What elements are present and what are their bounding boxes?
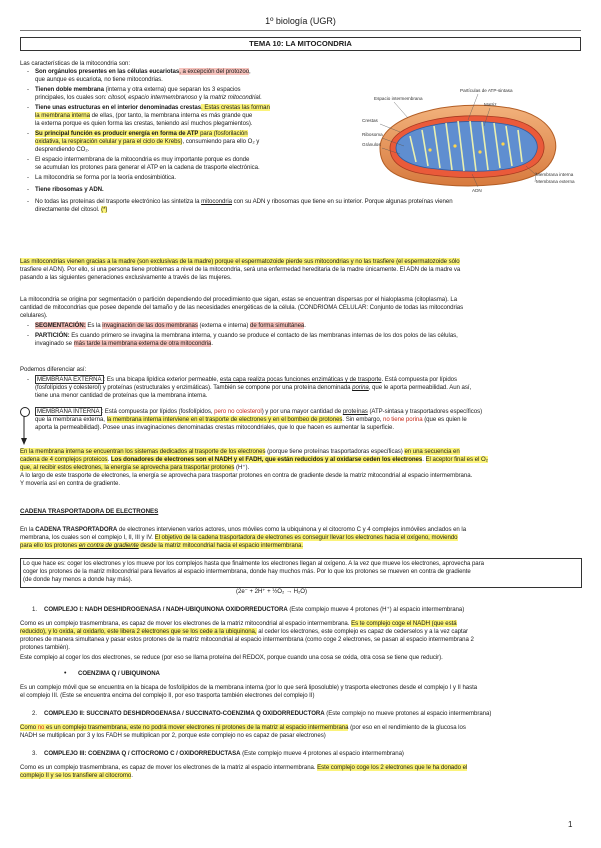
chain-intro-line: membrana, los cuales son el complejo I, II, III y IV. El objetivo de la cadena trasportadora de electrones es conseguir llevar los electrones hacia el oxígeno, moviendo bbox=[20, 534, 458, 541]
inherit-line: trasfiere el ADN). Por ello, si una persona tiene problemas a nivel de la mitocondria, será una enfermedad hereditaria de la madre únicamente. El ADN de la madre va bbox=[20, 266, 461, 273]
feature-line: Su principal función es producir energía en forma de ATP para (fosforilación bbox=[35, 130, 248, 137]
diagram-label: ADN bbox=[472, 188, 482, 193]
feature-line: Tiene unas estructuras en el interior denominadas crestas. Estas crestas las forman bbox=[35, 104, 270, 111]
coenzima-title: COENZIMA Q / UBIQUINONA bbox=[78, 670, 160, 677]
origin-line: cantidad de mitocondrias que posee depende del tamaño y de las necesidades energéticas de la célula. (CONDRIOMA CELULAR: Conjunto de todas las mitocondrias bbox=[20, 304, 464, 311]
feature-line: se acumulan los protones para generar el ATP en la cadena de trasporte electrónica. bbox=[35, 164, 260, 171]
mitochondria-diagram bbox=[360, 86, 575, 198]
note-line: Lo que hace es: coger los electrones y los mueve por los complejos hasta que finalmente los electrones llegan al oxígeno. A la vez que mueve los electrones, aprovecha para bbox=[23, 560, 484, 567]
course-header: 1º biología (UGR) bbox=[265, 16, 336, 26]
chain-para-line: que, al recibir estos electrones, la energía se aprovecha para trasportar protones (H⁺). bbox=[20, 464, 250, 471]
section-title: CADENA TRASPORTADORA DE ELECTRONES bbox=[20, 508, 159, 515]
membrane-ext-line: (fosfolípidos y colesterol) y proteínas (estructurales y enzimáticas). También se compone por una proteína denominada porina, que le aporta permeabilidad. Aun así, bbox=[35, 384, 472, 391]
feature-line: desprendiendo CO₂. bbox=[35, 146, 90, 153]
coenzima-line: Es un complejo móvil que se encuentra en la bicapa de fosfolípidos de la membrana interna (por lo que será liposoluble) y trasporta electrones desde el complejo I y II hasta bbox=[20, 684, 478, 691]
bullet-dot: - bbox=[27, 377, 29, 383]
chain-para-line: En la membrana interna se encuentran los sistemas dedicados al trasporte de los electrones (porque tiene proteínas trasportadoras específicas) en una secuencia en bbox=[20, 448, 460, 455]
chain-para-line: Y movería así en contra de gradiente. bbox=[20, 480, 121, 487]
membrane-int-line: MEMBRANA INTERNA : Está compuesta por lípidos (fosfolípidos, pero no colesterol) y por una mayor cantidad de proteínas (ATP-sintasa y trasportadores específicos) bbox=[37, 408, 483, 415]
complex3-title: COMPLEJO III: COENZIMA Q / CITOCROMO C / OXIDORREDUCTASA (Este complejo mueve 4 protones al espacio intermembrana) bbox=[44, 750, 404, 757]
bullet-dot: - bbox=[27, 157, 29, 163]
feature-line: la membrana interna de ellas, (por tanto, la membrana interna es más grande que bbox=[35, 112, 253, 119]
diagram-label: Membrana externa bbox=[536, 179, 575, 184]
coenzima-line: el complejo III. (Este se encuentra encima del complejo II, por eso trasporta también electrones del complejo II) bbox=[20, 692, 315, 699]
origin-item: invaginado se más tarde la membrana externa de otra mitocondria. bbox=[35, 340, 214, 347]
inherit-line: Las mitocondrias vienen gracias a la madre (son exclusivas de la madre) porque el espermatozoide pierde sus mitocondrias y no las trasfiere (el espermatozoide sólo bbox=[20, 258, 460, 265]
bullet-dot: • bbox=[64, 670, 67, 677]
diagram-label: Ribosoma bbox=[362, 132, 383, 137]
formula: (2e⁻ + 2H⁺ + ½O₂ → H₂O) bbox=[236, 588, 307, 595]
diagram-label: Espacio intermembrana bbox=[374, 96, 423, 101]
page-title: TEMA 10: LA MITOCONDRIA bbox=[20, 37, 581, 51]
complex2-line: NADH se multiplican por 3 y los FADH se multiplican por 2, porque este complejo no es capaz de pasar electrones) bbox=[20, 732, 326, 739]
complex2-line: Como no es un complejo trasmembrana, este no podrá mover electrones ni protones de la matriz al espacio intermembrana (por eso en el rendimiento de la glucosa los bbox=[20, 724, 466, 731]
note-line: coger los protones de la matriz mitocondrial para llevarlos al espacio intermembrana, donde hay muchos más. Por lo que los protones se mueven en contra de gradiente bbox=[23, 568, 471, 575]
complex-number: 2. bbox=[32, 710, 37, 717]
complex3-line: Como es un complejo trasmembrana, es capaz de mover los electrones de la matriz al espacio intermembrana. Este complejo coge los 2 electrones que le ha donado el bbox=[20, 764, 468, 771]
feature-line: que aunque es eucariota, no tiene mitocondrias. bbox=[35, 76, 163, 83]
bullet-dot: - bbox=[27, 187, 29, 193]
bullet-dot: - bbox=[27, 87, 29, 93]
feature-line: directamente del citosol. (*) bbox=[35, 206, 108, 213]
feature-line: la externa porque es quien forma las crestas, teniendo así muchos plegamientos). bbox=[35, 120, 253, 127]
intro-text: Las características de la mitocondria son: bbox=[20, 60, 131, 67]
diagram-label: Membrana interna bbox=[536, 172, 574, 177]
chain-intro-line: En la CADENA TRASPORTADORA de electrones intervienen varios actores, unos móviles como la ubiquinona y el citocromo C y 4 complejos inmóviles anclados en la bbox=[20, 526, 467, 533]
complex1-title: COMPLEJO I: NADH DESHIDROGENASA / NADH-UBIQUINONA OXIDORREDUCTORA (Este complejo mueve 4 protones (H⁺) al espacio intermembrana) bbox=[44, 606, 465, 613]
complex3-line: complejo II y se los transfiere al citocromo. bbox=[20, 772, 133, 779]
bullet-dot: - bbox=[27, 175, 29, 181]
complex2-title: COMPLEJO II: SUCCINATO DESHIDROGENASA / SUCCINATO-COENZIMA Q OXIDORREDUCTORA (Este complejo no mueve protones al espacio intermembrana) bbox=[44, 710, 492, 717]
bullet-dot: - bbox=[27, 323, 29, 329]
header-divider bbox=[20, 30, 581, 31]
bullet-dot: - bbox=[27, 105, 29, 111]
page-number: 1 bbox=[568, 820, 573, 829]
membrane-ext-line: MEMBRANA EXTERNA : Es una bicapa lipídica exterior permeable, esta capa realiza pocas funciones enzimáticas y de trasporte. Está compuesta por lípidos bbox=[37, 376, 457, 383]
feature-line: Son orgánulos presentes en las células eucariotas, a excepción del protozoo, bbox=[35, 68, 251, 75]
membranes-intro: Podemos diferenciar así: bbox=[20, 366, 87, 373]
complex1-line: Este complejo al coger los dos electrones, se reduce (por eso se llama proteína del REDOX, porque cuando una cosa se oxida, otra cosa se tiene que reducir). bbox=[20, 654, 443, 661]
feature-line: principales, los cuales son: citosol, espacio intermembranoso y la matriz mitocondrial. bbox=[35, 94, 262, 101]
membrane-ext-line: tiene una menor cantidad de proteínas que la membrana interna. bbox=[35, 392, 208, 399]
complex-number: 1. bbox=[32, 606, 37, 613]
mitochondrion-shape bbox=[380, 105, 556, 186]
bullet-dot: - bbox=[27, 199, 29, 205]
origin-item: PARTICIÓN: Es cuando primero se invagina la membrana interna, y cuando se produce el contacto de las membranas internas de los dos polos de las células, bbox=[35, 332, 458, 339]
feature-line: No todas las proteínas del trasporte electrónico las sintetiza la mitocondria con su ADN y ribosomas que tiene en su interior. Porque algunas proteínas vienen bbox=[35, 198, 453, 205]
complex1-line: protones de manera simultanea y pasar estos protones de la matriz mitocondrial al espacio intermembrana (como coge 2 electrones, se pasan al espacio intermembrana 2 bbox=[20, 636, 474, 643]
diagram-label: Matriz bbox=[484, 102, 497, 107]
diagram-label: Partículas de ATP-sintasa bbox=[460, 88, 513, 93]
origin-item: SEGMENTACIÓN: Es la invaginación de las dos membranas (externa e interna) de forma simultánea. bbox=[35, 322, 306, 329]
feature-line: El espacio intermembrana de la mitocondria es muy importante porque es donde bbox=[35, 156, 250, 163]
feature-line: Tienen doble membrana (interna y otra externa) que separan los 3 espacios bbox=[35, 86, 241, 93]
complex1-line: Como es un complejo trasmembrana, es capaz de mover los electrones de la matriz mitocondrial al espacio intermembrana. Es te complejo coge el NADH (que está bbox=[20, 620, 457, 627]
feature-line: La mitocondria se forma por la teoría endosimbiótica. bbox=[35, 174, 176, 181]
feature-line: Tiene ribosomas y ADN. bbox=[35, 186, 104, 193]
inherit-line: pasando a las siguientes generaciones exclusivamente a través de las mujeres. bbox=[20, 274, 232, 281]
chain-para-line: A lo largo de este trasporte de electrones, la energía se aprovecha para trasportar protones en contra de gradiente desde la matriz mitocondrial al espacio intermembrana. bbox=[20, 472, 473, 479]
complex-number: 3. bbox=[32, 750, 37, 757]
chain-para-line: cadena de 4 complejos proteicos. Los donadores de electrones son el NADH y el FADH, que están reducidos y al oxidarse ceden los electrones. El aceptor final es el O₂ bbox=[20, 456, 488, 463]
bullet-dot: - bbox=[27, 69, 29, 75]
bullet-dot: - bbox=[27, 131, 29, 137]
diagram-label: Crestas bbox=[362, 118, 378, 123]
origin-line: celulares). bbox=[20, 312, 48, 319]
membrane-int-line: aporta la permeabilidad). Posee unas invaginaciones denominadas crestas mitocondriales, que lo que hacen es aumentar la superficie. bbox=[35, 424, 394, 431]
membrane-int-line: que la membrana externa, la membrana interna interviene en el trasporte de electrones y en el bombeo de protones. Sin embargo, no tiene porina (que es quien le bbox=[35, 416, 467, 423]
note-line: (de donde hay menos a donde hay más). bbox=[23, 576, 133, 583]
bullet-dot: - bbox=[27, 333, 29, 339]
complex1-line: reducido), y lo oxida, al oxidarlo, este libera 2 electrones que se los cede a la ubiquinona, al ceder los electrones, este complejo es capaz de cederselos y a la vez captar bbox=[20, 628, 468, 635]
complex1-line: protones también). bbox=[20, 644, 70, 651]
origin-line: La mitocondria se origina por segmentación o partición dependiendo del procedimiento que sigan, estas se encuentran dispersas por el hialoplasma (citoplasma). La bbox=[20, 296, 458, 303]
diagram-label: Gránulos bbox=[362, 142, 381, 147]
chain-intro-line: para ello los protones en contra de gradiente desde la matriz mitocondrial hacia el espacio intermembrana. bbox=[20, 542, 303, 549]
feature-line: oxidativa, la respiración celular y para el ciclo de Krebs), consumiendo para ello O₂ y bbox=[35, 138, 260, 145]
down-arrow-icon bbox=[19, 416, 29, 446]
